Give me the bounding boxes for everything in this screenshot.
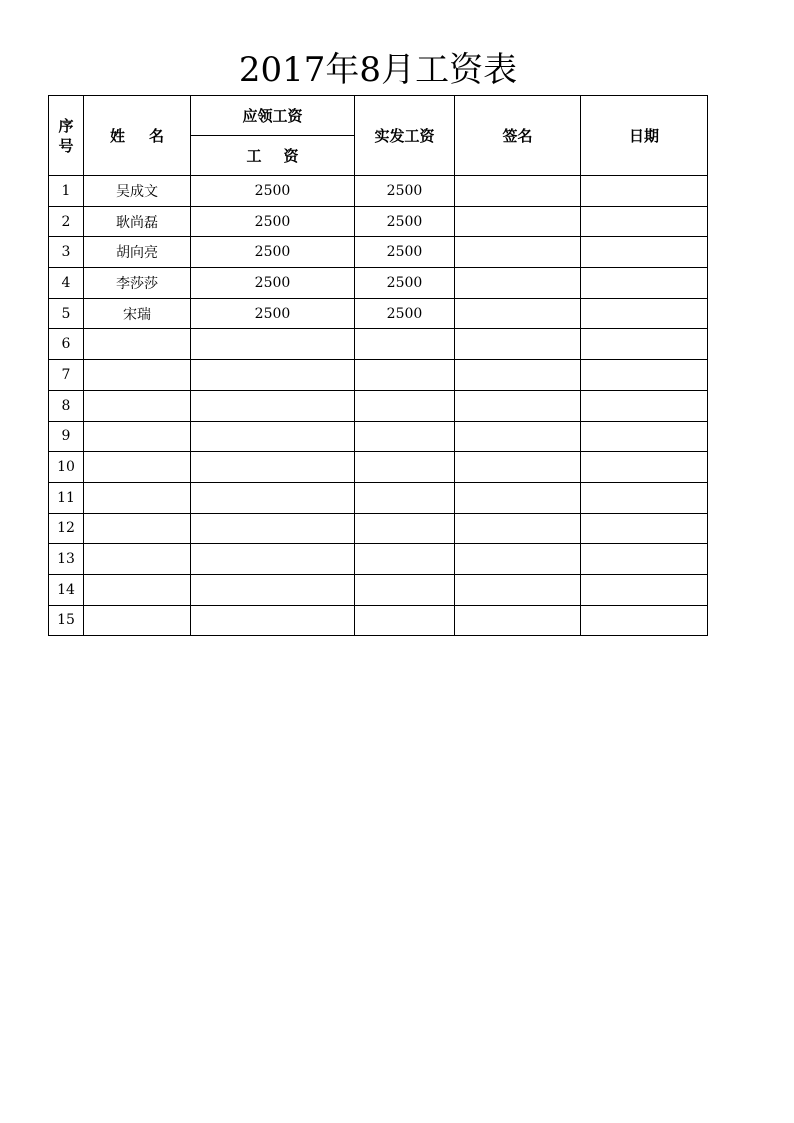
cell-date[interactable] xyxy=(581,513,708,544)
cell-payable[interactable]: 2500 xyxy=(191,298,355,329)
header-seq-line1: 序 xyxy=(58,116,74,135)
table-row xyxy=(49,452,708,483)
cell-name[interactable]: 耿尚磊 xyxy=(84,206,191,237)
cell-name[interactable] xyxy=(84,544,191,575)
cell-signature[interactable] xyxy=(455,237,581,268)
cell-date[interactable] xyxy=(581,574,708,605)
table-row xyxy=(49,206,708,237)
table-row xyxy=(49,360,708,391)
cell-signature[interactable] xyxy=(455,390,581,421)
table-row xyxy=(49,513,708,544)
cell-name[interactable] xyxy=(84,482,191,513)
cell-seq[interactable]: 1 xyxy=(49,176,84,207)
table-body xyxy=(49,176,708,636)
cell-actual[interactable] xyxy=(355,390,455,421)
cell-seq[interactable]: 9 xyxy=(49,421,84,452)
cell-payable[interactable] xyxy=(191,421,355,452)
cell-actual[interactable]: 2500 xyxy=(355,298,455,329)
cell-seq[interactable]: 6 xyxy=(49,329,84,360)
cell-date[interactable] xyxy=(581,452,708,483)
cell-signature[interactable] xyxy=(455,298,581,329)
cell-payable[interactable] xyxy=(191,574,355,605)
header-actual: 实发工资 xyxy=(355,96,455,176)
cell-payable[interactable] xyxy=(191,482,355,513)
cell-payable[interactable]: 2500 xyxy=(191,206,355,237)
cell-name[interactable]: 吴成文 xyxy=(84,176,191,207)
cell-actual[interactable] xyxy=(355,513,455,544)
cell-actual[interactable]: 2500 xyxy=(355,176,455,207)
cell-date[interactable] xyxy=(581,237,708,268)
cell-signature[interactable] xyxy=(455,268,581,299)
cell-date[interactable] xyxy=(581,298,708,329)
cell-signature[interactable] xyxy=(455,329,581,360)
header-payable-sub xyxy=(191,136,355,176)
page-title: 2017年8月工资表 xyxy=(238,50,518,90)
cell-seq[interactable]: 4 xyxy=(49,268,84,299)
table-row xyxy=(49,268,708,299)
cell-signature[interactable] xyxy=(455,452,581,483)
cell-name[interactable]: 宋瑞 xyxy=(84,298,191,329)
header-seq xyxy=(49,96,84,176)
cell-date[interactable] xyxy=(581,421,708,452)
cell-signature[interactable] xyxy=(455,605,581,636)
header-name xyxy=(84,96,191,176)
header-signature: 签名 xyxy=(455,96,581,176)
table-row xyxy=(49,390,708,421)
cell-date[interactable] xyxy=(581,329,708,360)
cell-name[interactable] xyxy=(84,452,191,483)
header-date: 日期 xyxy=(581,96,708,176)
table-row xyxy=(49,176,708,207)
cell-name[interactable] xyxy=(84,360,191,391)
cell-actual[interactable]: 2500 xyxy=(355,237,455,268)
cell-date[interactable] xyxy=(581,390,708,421)
header-payable-sub-label: 工资 xyxy=(246,147,321,165)
cell-signature[interactable] xyxy=(455,206,581,237)
header-payable-group: 应领工资 xyxy=(191,96,355,136)
cell-seq[interactable]: 8 xyxy=(49,390,84,421)
cell-seq[interactable]: 13 xyxy=(49,544,84,575)
cell-payable[interactable] xyxy=(191,390,355,421)
cell-signature[interactable] xyxy=(455,574,581,605)
cell-payable[interactable] xyxy=(191,360,355,391)
header-name-label: 姓名 xyxy=(109,127,188,145)
cell-actual[interactable] xyxy=(355,544,455,575)
cell-seq[interactable]: 2 xyxy=(49,206,84,237)
cell-seq[interactable]: 12 xyxy=(49,513,84,544)
table-row xyxy=(49,482,708,513)
cell-payable[interactable] xyxy=(191,605,355,636)
cell-seq[interactable]: 15 xyxy=(49,605,84,636)
cell-actual[interactable] xyxy=(355,329,455,360)
cell-date[interactable] xyxy=(581,268,708,299)
table-row xyxy=(49,544,708,575)
cell-signature[interactable] xyxy=(455,421,581,452)
cell-name[interactable] xyxy=(84,390,191,421)
cell-signature[interactable] xyxy=(455,482,581,513)
cell-payable[interactable] xyxy=(191,544,355,575)
cell-date[interactable] xyxy=(581,544,708,575)
table-row xyxy=(49,574,708,605)
salary-table xyxy=(48,95,708,636)
cell-actual[interactable] xyxy=(355,421,455,452)
cell-actual[interactable]: 2500 xyxy=(355,206,455,237)
cell-seq[interactable]: 11 xyxy=(49,482,84,513)
cell-seq[interactable]: 14 xyxy=(49,574,84,605)
cell-name[interactable] xyxy=(84,421,191,452)
cell-payable[interactable] xyxy=(191,452,355,483)
cell-name[interactable] xyxy=(84,329,191,360)
cell-seq[interactable]: 10 xyxy=(49,452,84,483)
cell-actual[interactable] xyxy=(355,482,455,513)
cell-name[interactable] xyxy=(84,574,191,605)
cell-payable[interactable]: 2500 xyxy=(191,268,355,299)
cell-date[interactable] xyxy=(581,360,708,391)
table-row xyxy=(49,329,708,360)
cell-date[interactable] xyxy=(581,605,708,636)
table-row xyxy=(49,605,708,636)
cell-payable[interactable]: 2500 xyxy=(191,176,355,207)
cell-name[interactable] xyxy=(84,605,191,636)
cell-signature[interactable] xyxy=(455,544,581,575)
cell-seq[interactable]: 7 xyxy=(49,360,84,391)
cell-signature[interactable] xyxy=(455,176,581,207)
cell-name[interactable] xyxy=(84,513,191,544)
table-row xyxy=(49,298,708,329)
cell-actual[interactable] xyxy=(355,360,455,391)
table-row xyxy=(49,237,708,268)
cell-seq[interactable]: 3 xyxy=(49,237,84,268)
cell-date[interactable] xyxy=(581,482,708,513)
header-row xyxy=(49,96,708,136)
cell-seq[interactable]: 5 xyxy=(49,298,84,329)
cell-payable[interactable] xyxy=(191,329,355,360)
cell-signature[interactable] xyxy=(455,360,581,391)
header-seq-line2: 号 xyxy=(58,136,74,155)
cell-actual[interactable] xyxy=(355,605,455,636)
cell-actual[interactable] xyxy=(355,452,455,483)
cell-name[interactable]: 李莎莎 xyxy=(84,268,191,299)
table-row xyxy=(49,421,708,452)
cell-payable[interactable]: 2500 xyxy=(191,237,355,268)
cell-actual[interactable]: 2500 xyxy=(355,268,455,299)
cell-date[interactable] xyxy=(581,206,708,237)
cell-actual[interactable] xyxy=(355,574,455,605)
cell-date[interactable] xyxy=(581,176,708,207)
cell-name[interactable]: 胡向亮 xyxy=(84,237,191,268)
cell-payable[interactable] xyxy=(191,513,355,544)
cell-signature[interactable] xyxy=(455,513,581,544)
